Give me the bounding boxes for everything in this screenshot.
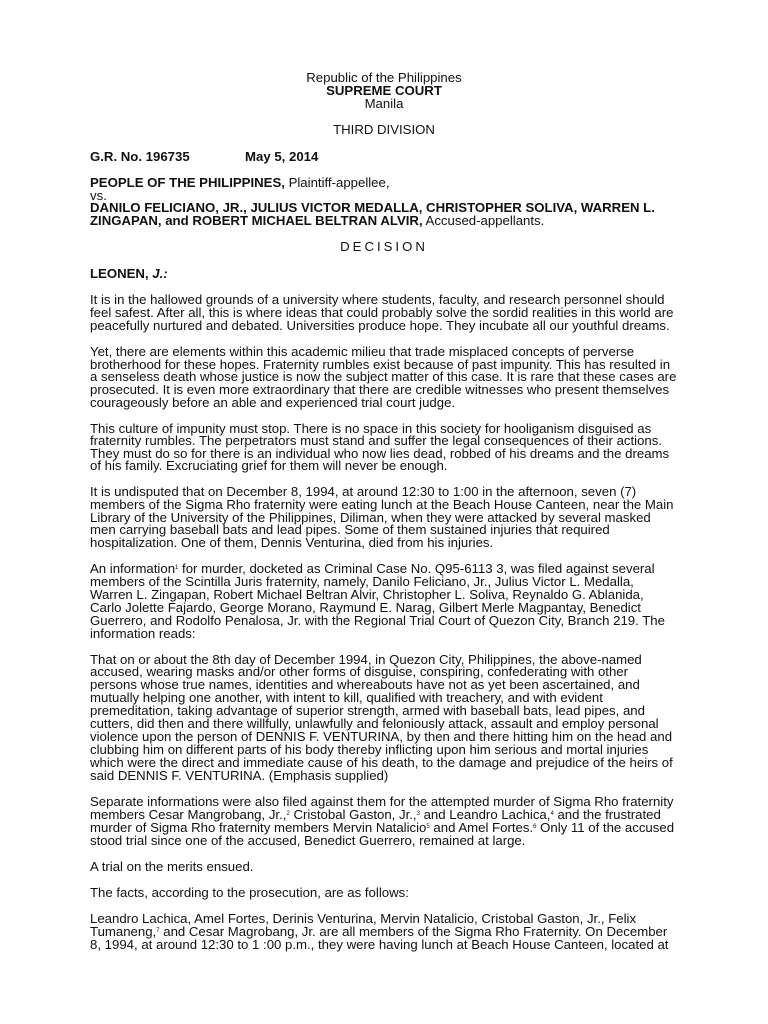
paragraph-10-line: 8, 1994, at around 12:30 to 1 :00 p.m., they were having lunch at Beach House Canteen, located at xyxy=(90,937,669,952)
footnote-ref[interactable]: 1 xyxy=(175,565,179,571)
footnote-ref[interactable]: 7 xyxy=(156,928,160,934)
text-run: and Amel Fortes. xyxy=(429,820,534,835)
ponente xyxy=(90,267,168,281)
paragraph-7-line: stood trial since one of the accused, Benedict Guerrero, remained at large. xyxy=(90,833,526,848)
text-run: An information xyxy=(90,561,176,576)
paragraph-1-line: peacefully nurtured and debated. Universities produce hope. They incubate all our youthful dreams. xyxy=(90,318,670,333)
paragraph-1-line: It is in the hallowed grounds of a university where students, faculty, and research personnel should xyxy=(90,292,665,307)
information-quote-line: accused, wearing masks and/or other forms of disguise, conspiring, confederating with other xyxy=(90,664,629,679)
paragraph-5-line: information reads: xyxy=(90,626,196,641)
paragraph-3-line: This culture of impunity must stop. There is no space in this society for hooliganism disguised as xyxy=(90,421,652,436)
information-quote-line: premeditation, taking advantage of superior strength, armed with baseball bats, lead pipes, and xyxy=(90,703,645,718)
paragraph-7-line: Separate informations were also filed against them for the attempted murder of Sigma Rho fraternity xyxy=(90,794,674,809)
accused-names: ZINGAPAN, and ROBERT MICHAEL BELTRAN ALVIR, xyxy=(90,213,423,228)
paragraph-4-line: hospitalization. One of them, Dennis Venturina, died from his injuries. xyxy=(90,535,494,550)
court-name: SUPREME COURT xyxy=(326,83,442,98)
paragraph-8-line: A trial on the merits ensued. xyxy=(90,859,254,874)
paragraph-4-line: men carrying baseball bats and lead pipes. Some of them sustained injuries that required xyxy=(90,522,610,537)
ponente-name: LEONEN, xyxy=(90,266,153,281)
text-run: members Cesar Mangrobang, Jr., xyxy=(90,807,287,822)
text-run: for murder, docketed as Criminal Case No. Q95-6113 3, was filed against several xyxy=(178,561,655,576)
text-run: Cristobal Gaston, Jr., xyxy=(289,807,417,822)
footnote-ref[interactable]: 4 xyxy=(550,811,554,817)
paragraph-4-line: Library of the University of the Philippines, Diliman, when they were attacked by several masked xyxy=(90,510,651,525)
paragraph-9-line: The facts, according to the prosecution, are as follows: xyxy=(90,885,409,900)
paragraph-5-line: Warren L. Zingapan, Robert Michael Beltran Alvir, Christopher L. Soliva, Reynaldo G. Ablanida, xyxy=(90,587,644,602)
division-name: THIRD DIVISION xyxy=(333,122,435,137)
gr-number: G.R. No. 196735 xyxy=(90,149,190,164)
paragraph-2-line: Yet, there are elements within this academic milieu that trade misplaced concepts of perverse xyxy=(90,344,635,359)
paragraph-2-line: a senseless death whose justice is now the subject matter of this case. It is rare that these cases are xyxy=(90,369,677,384)
paragraph-5-line: members of the Scintilla Juris fraternity, namely, Danilo Feliciano, Jr., Julius Victor L. Medalla, xyxy=(90,574,634,589)
republic-line: Republic of the Philippines xyxy=(306,70,462,85)
information-quote-line: cutters, did then and there willfully, unlawfully and feloniously attack, assault and employ personal xyxy=(90,716,659,731)
footnote-ref[interactable]: 6 xyxy=(533,824,537,830)
footnote-ref[interactable]: 3 xyxy=(416,811,420,817)
paragraph-2-line: prosecuted. It is even more extraordinary that there are credible witnesses who present themselves xyxy=(90,382,670,397)
paragraph-2-line: courageously before an able and experienced trial court judge. xyxy=(90,395,456,410)
paragraph-4-line: It is undisputed that on December 8, 1994, at around 12:30 to 1:00 in the afternoon, seven (7) xyxy=(90,484,637,499)
plaintiff-line xyxy=(90,176,390,190)
paragraph-3-line: fraternity rumbles. The perpetrators must stand and suffer the legal consequences of their actions. xyxy=(90,433,663,448)
information-quote-line: That on or about the 8th day of December 1994, in Quezon City, Philippines, the above-named xyxy=(90,652,642,667)
text-run: and Cesar Magrobang, Jr. are all members of the Sigma Rho Fraternity. On December xyxy=(159,924,668,939)
information-quote-line: which were the direct and immediate cause of his death, to the damage and prejudice of the heirs of xyxy=(90,755,673,770)
plaintiff-role: Plaintiff-appellee, xyxy=(284,175,390,190)
accused-line-1: DANILO FELICIANO, JR., JULIUS VICTOR MEDALLA, CHRISTOPHER SOLIVA, WARREN L. xyxy=(90,200,655,215)
text-run: Tumaneng, xyxy=(90,924,157,939)
text-run: murder of Sigma Rho fraternity members Mervin Natalicio xyxy=(90,820,427,835)
footnote-ref[interactable]: 5 xyxy=(426,824,430,830)
versus: vs. xyxy=(90,188,107,203)
paragraph-2-line: brotherhood for these hopes. Fraternity rumbles exist because of past impunity. This has resulted in xyxy=(90,357,671,372)
decision-date: May 5, 2014 xyxy=(245,149,319,164)
text-run: Only 11 of the accused xyxy=(536,820,675,835)
footnote-ref[interactable]: 2 xyxy=(286,811,290,817)
text-run: and Leandro Lachica, xyxy=(419,807,551,822)
information-quote-line: said DENNIS F. VENTURINA. (Emphasis supplied) xyxy=(90,768,389,783)
paragraph-10-line: Leandro Lachica, Amel Fortes, Derinis Venturina, Mervin Natalicio, Cristobal Gaston, Jr., Felix xyxy=(90,911,637,926)
paragraph-3-line: They must do so for there is an individual who now lies dead, robbed of his dreams and the dreams xyxy=(90,446,670,461)
ponente-suffix: J.: xyxy=(152,266,168,281)
accused-line-2 xyxy=(90,214,544,228)
paragraph-3-line: of his family. Excruciating grief for them will never be enough. xyxy=(90,458,448,473)
information-quote-line: clubbing him on different parts of his body thereby inflicting upon him serious and mortal injuries xyxy=(90,742,649,757)
accused-role: Accused-appellants. xyxy=(422,213,545,228)
decision-heading: DECISION xyxy=(340,239,428,254)
paragraph-1-line: feel safest. After all, this is where ideas that could probably solve the sordid realities in this world are xyxy=(90,305,674,320)
plaintiff-name: PEOPLE OF THE PHILIPPINES, xyxy=(90,175,285,190)
paragraph-5-line: Guerrero, and Rodolfo Penalosa, Jr. with the Regional Trial Court of Quezon City, Branch 219. The xyxy=(90,613,665,628)
paragraph-5-line: Carlo Jolette Fajardo, George Morano, Raymund E. Narag, Gilbert Merle Magpantay, Benedict xyxy=(90,600,641,615)
text-run: and the frustrated xyxy=(553,807,661,822)
information-quote-line: mutually helping one another, with intent to kill, qualified with treachery, and with evident xyxy=(90,690,603,705)
information-quote-line: persons whose true names, identities and whereabouts have not as yet been ascertained, and xyxy=(90,677,640,692)
court-city: Manila xyxy=(364,96,404,111)
information-quote-line: violence upon the person of DENNIS F. VENTURINA, by then and there hitting him on the head and xyxy=(90,729,673,744)
paragraph-4-line: members of the Sigma Rho fraternity were eating lunch at the Beach House Canteen, near the Main xyxy=(90,497,674,512)
